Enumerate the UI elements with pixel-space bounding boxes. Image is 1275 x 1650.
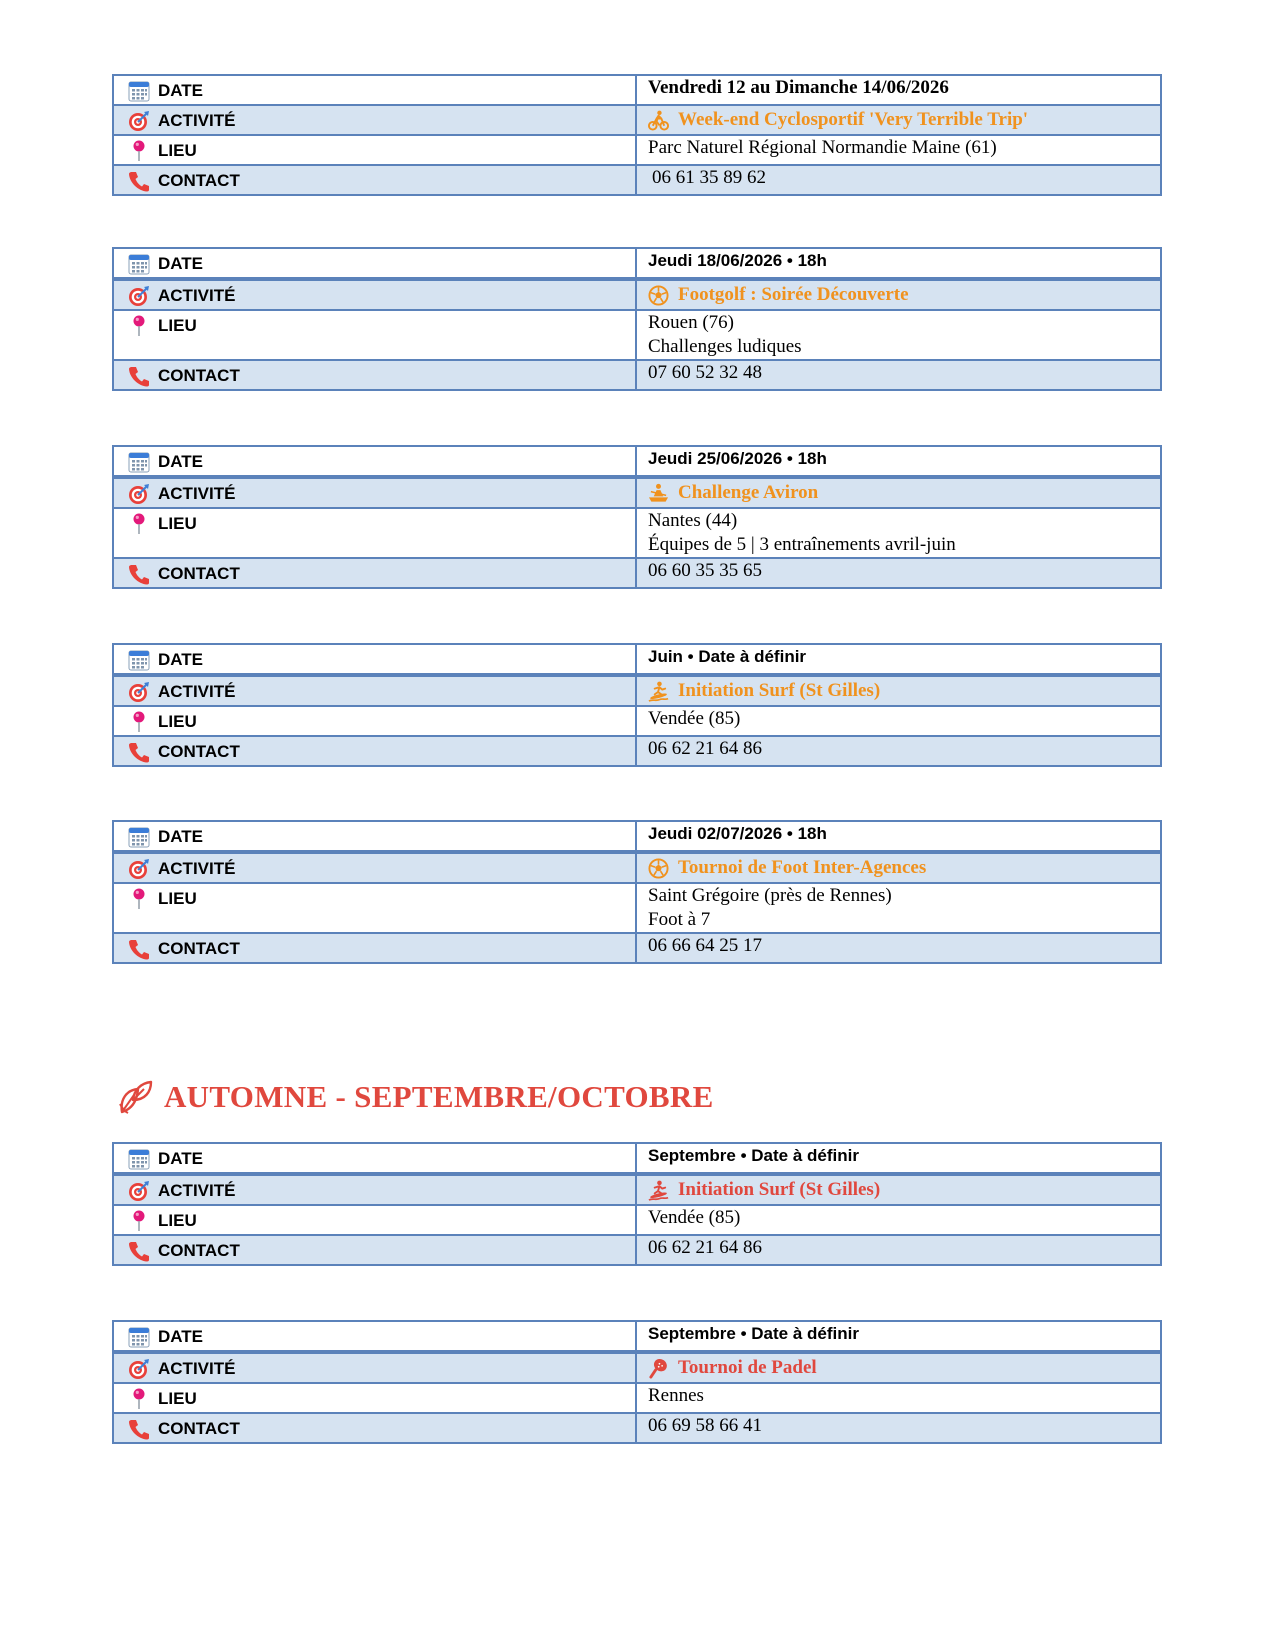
lieu-label: LIEU bbox=[158, 889, 197, 908]
event-table-2 bbox=[112, 247, 1162, 391]
activite-label: ACTIVITÉ bbox=[158, 484, 236, 503]
phone-icon bbox=[128, 365, 150, 387]
event-location: Parc Naturel Régional Normandie Maine (61) bbox=[648, 137, 997, 158]
surfer-icon bbox=[648, 1180, 669, 1201]
lieu-label: LIEU bbox=[158, 141, 197, 160]
event-date: Jeudi 18/06/2026 • 18h bbox=[648, 251, 827, 270]
calendar-icon bbox=[128, 1148, 150, 1170]
contact-label: CONTACT bbox=[158, 171, 240, 190]
contact-label: CONTACT bbox=[158, 366, 240, 385]
event-activity: Footgolf : Soirée Découverte bbox=[678, 284, 909, 305]
lieu-label: LIEU bbox=[158, 1211, 197, 1230]
contact-label: CONTACT bbox=[158, 939, 240, 958]
activite-label: ACTIVITÉ bbox=[158, 111, 236, 130]
phone-icon bbox=[128, 170, 150, 192]
calendar-icon bbox=[128, 649, 150, 671]
event-date: Juin • Date à définir bbox=[648, 647, 807, 666]
event-contact: 06 62 21 64 86 bbox=[648, 1237, 762, 1258]
target-icon bbox=[128, 1180, 150, 1202]
event-date: Septembre • Date à définir bbox=[648, 1324, 859, 1343]
season-title: AUTOMNE - SEPTEMBRE/OCTOBRE bbox=[164, 1079, 714, 1114]
event-activity: Tournoi de Padel bbox=[678, 1357, 817, 1378]
cyclist-icon bbox=[648, 110, 669, 131]
calendar-icon bbox=[128, 451, 150, 473]
pin-icon bbox=[128, 711, 150, 733]
event-table-4 bbox=[112, 643, 1162, 767]
phone-icon bbox=[128, 938, 150, 960]
phone-icon bbox=[128, 1418, 150, 1440]
activite-label: ACTIVITÉ bbox=[158, 1181, 236, 1200]
event-contact: 06 66 64 25 17 bbox=[648, 935, 762, 956]
event-activity: Challenge Aviron bbox=[678, 482, 819, 503]
phone-icon bbox=[128, 1240, 150, 1262]
rowing-icon bbox=[648, 483, 669, 504]
event-date: Jeudi 25/06/2026 • 18h bbox=[648, 449, 827, 468]
event-location-detail: Challenges ludiques bbox=[648, 336, 802, 357]
calendar-icon bbox=[128, 826, 150, 848]
event-table-3 bbox=[112, 445, 1162, 589]
date-label: DATE bbox=[158, 452, 204, 471]
event-activity: Initiation Surf (St Gilles) bbox=[678, 1179, 881, 1200]
date-label: DATE bbox=[158, 827, 204, 846]
event-activity: Week-end Cyclosportif 'Very Terrible Trip' bbox=[678, 109, 1029, 130]
padel-racket-icon bbox=[648, 1358, 669, 1379]
lieu-label: LIEU bbox=[158, 712, 197, 731]
calendar-icon bbox=[128, 80, 150, 102]
lieu-label: LIEU bbox=[158, 1389, 197, 1408]
event-date: Vendredi 12 au Dimanche 14/06/2026 bbox=[648, 77, 949, 98]
lieu-label: LIEU bbox=[158, 514, 197, 533]
event-table-autumn-2 bbox=[112, 1320, 1162, 1444]
event-contact: 06 61 35 89 62 bbox=[652, 167, 766, 188]
phone-icon bbox=[128, 741, 150, 763]
event-table-autumn-1 bbox=[112, 1142, 1162, 1266]
activite-label: ACTIVITÉ bbox=[158, 286, 236, 305]
contact-label: CONTACT bbox=[158, 742, 240, 761]
event-contact: 06 62 21 64 86 bbox=[648, 738, 762, 759]
activite-label: ACTIVITÉ bbox=[158, 682, 236, 701]
date-label: DATE bbox=[158, 254, 204, 273]
pin-icon bbox=[128, 1210, 150, 1232]
lieu-label: LIEU bbox=[158, 316, 197, 335]
event-contact: 07 60 52 32 48 bbox=[648, 362, 762, 383]
calendar-icon bbox=[128, 1326, 150, 1348]
pin-icon bbox=[128, 1388, 150, 1410]
event-location-detail: Foot à 7 bbox=[648, 909, 711, 930]
event-table-1 bbox=[112, 74, 1162, 196]
contact-label: CONTACT bbox=[158, 564, 240, 583]
activite-label: ACTIVITÉ bbox=[158, 859, 236, 878]
event-location: Vendée (85) bbox=[648, 708, 741, 729]
season-heading-autumn bbox=[116, 1078, 714, 1116]
pin-icon bbox=[128, 315, 150, 337]
date-label: DATE bbox=[158, 1149, 204, 1168]
phone-icon bbox=[128, 563, 150, 585]
target-icon bbox=[128, 681, 150, 703]
event-activity: Tournoi de Foot Inter-Agences bbox=[678, 857, 927, 878]
target-icon bbox=[128, 110, 150, 132]
date-label: DATE bbox=[158, 650, 204, 669]
pin-icon bbox=[128, 513, 150, 535]
date-label: DATE bbox=[158, 81, 204, 100]
event-location: Vendée (85) bbox=[648, 1207, 741, 1228]
event-location: Nantes (44) bbox=[648, 510, 738, 531]
event-contact: 06 60 35 35 65 bbox=[648, 560, 762, 581]
event-table-5 bbox=[112, 820, 1162, 964]
event-date: Jeudi 02/07/2026 • 18h bbox=[648, 824, 827, 843]
event-location: Rouen (76) bbox=[648, 312, 735, 333]
target-icon bbox=[128, 285, 150, 307]
soccer-ball-icon bbox=[648, 858, 669, 879]
pin-icon bbox=[128, 140, 150, 162]
event-location-detail: Équipes de 5 | 3 entraînements avril-juin bbox=[648, 534, 956, 555]
contact-label: CONTACT bbox=[158, 1241, 240, 1260]
leaf-icon bbox=[116, 1078, 154, 1116]
target-icon bbox=[128, 858, 150, 880]
surfer-icon bbox=[648, 681, 669, 702]
contact-label: CONTACT bbox=[158, 1419, 240, 1438]
soccer-ball-icon bbox=[648, 285, 669, 306]
event-activity: Initiation Surf (St Gilles) bbox=[678, 680, 881, 701]
event-contact: 06 69 58 66 41 bbox=[648, 1415, 762, 1436]
event-date: Septembre • Date à définir bbox=[648, 1146, 859, 1165]
pin-icon bbox=[128, 888, 150, 910]
date-label: DATE bbox=[158, 1327, 204, 1346]
event-location: Rennes bbox=[648, 1385, 704, 1406]
calendar-icon bbox=[128, 253, 150, 275]
activite-label: ACTIVITÉ bbox=[158, 1359, 236, 1378]
event-location: Saint Grégoire (près de Rennes) bbox=[648, 885, 892, 906]
target-icon bbox=[128, 483, 150, 505]
target-icon bbox=[128, 1358, 150, 1380]
